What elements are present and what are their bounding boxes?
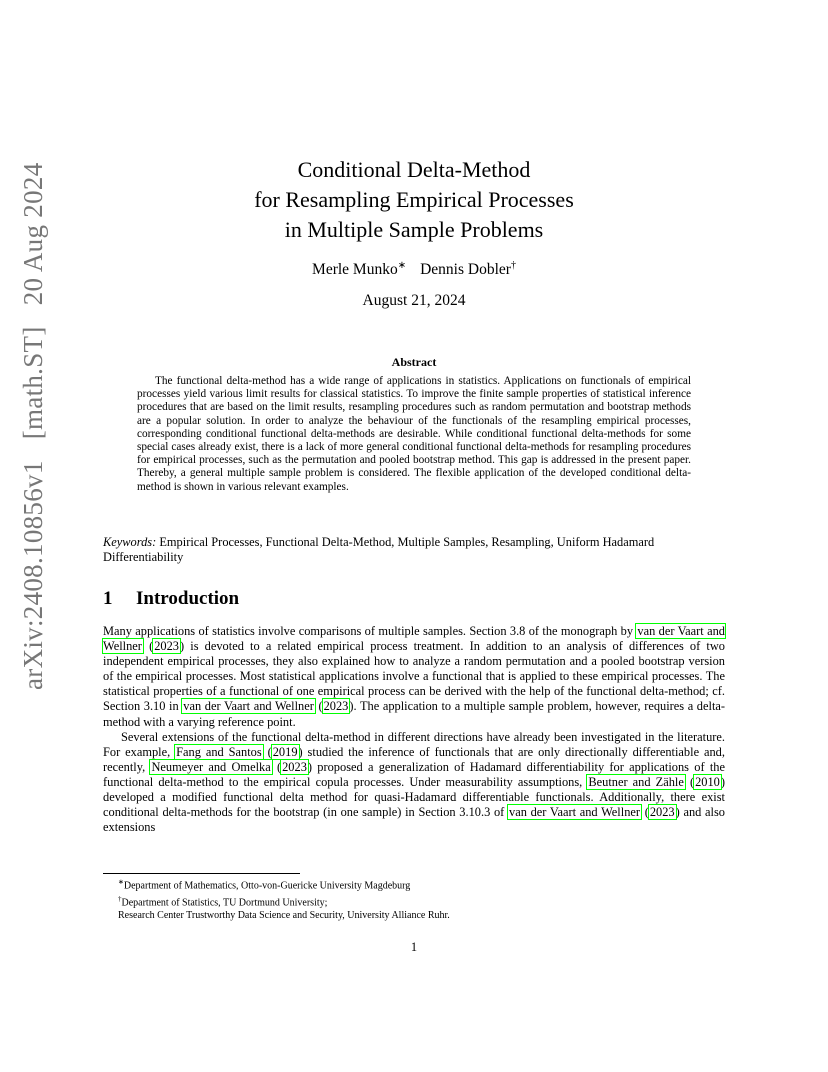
citation-year-link[interactable]: 2023 bbox=[154, 639, 179, 654]
arxiv-category: [math.ST] bbox=[18, 326, 48, 440]
author-name: Dennis Dobler bbox=[420, 261, 511, 279]
footnotes bbox=[118, 876, 718, 923]
keywords-label: Keywords: bbox=[103, 535, 157, 549]
footnote bbox=[118, 909, 718, 922]
text-run: ) and also extensions bbox=[103, 805, 725, 835]
text-run: Several extensions of the functional delta-method in different directions have already been investigated in the literature. For example, bbox=[103, 729, 725, 759]
text-run: ( bbox=[142, 639, 154, 654]
footnote-mark[interactable]: ∗ bbox=[397, 260, 407, 271]
section-number: 1 bbox=[103, 588, 113, 609]
author-list bbox=[200, 260, 628, 279]
keywords-text: Empirical Processes, Functional Delta-Method, Multiple Samples, Resampling, Uniform Hadamard Differentiability bbox=[103, 535, 655, 564]
title-line-3: in Multiple Sample Problems bbox=[284, 217, 544, 242]
paragraph bbox=[103, 730, 725, 836]
title-line-2: for Resampling Empirical Processes bbox=[254, 187, 574, 212]
paper-date: August 21, 2024 bbox=[362, 292, 466, 309]
footnote-text: Department of Statistics, TU Dortmund University; bbox=[121, 897, 328, 909]
arxiv-id[interactable]: arXiv:2408.10856v1 bbox=[18, 460, 48, 690]
section-title: Introduction bbox=[136, 588, 240, 609]
footnote-divider bbox=[103, 873, 300, 874]
text-run: ( bbox=[271, 759, 282, 774]
footnote-text: Department of Mathematics, Otto-von-Guericke University Magdeburg bbox=[123, 880, 411, 892]
text-run: ( bbox=[641, 805, 649, 820]
text-run: ) is devoted to a related empirical process treatment. In addition to an analysis of differences of two independent empirical processes, they also explained how to analyze a random permutation and a pooled bootstrap version of the empirical processes. Most statistical applications involve a functional that is applied to these empirical processes. The statistical properties of a functional of one empirical process can be derived with the help of the functional delta-method; cf. Section 3.10 in bbox=[103, 639, 725, 714]
text-run: ) studied the inference of functionals that are only directionally differentiable and, recently, bbox=[103, 744, 725, 774]
arxiv-date: 20 Aug 2024 bbox=[18, 162, 48, 306]
footnote bbox=[118, 893, 718, 910]
text-run: ( bbox=[684, 774, 695, 789]
footnote-mark: † bbox=[118, 894, 122, 903]
citation-link[interactable]: Fang and Santos bbox=[176, 744, 262, 759]
footnote-text: Research Center Trustworthy Data Science and Security, University Alliance Ruhr. bbox=[118, 910, 450, 922]
footnote bbox=[118, 876, 718, 893]
citation-link[interactable]: van der Vaart and Wellner bbox=[103, 624, 725, 654]
section-heading bbox=[103, 588, 239, 610]
citation-link[interactable]: Neumeyer and Omelka bbox=[151, 759, 271, 774]
page-number: 1 bbox=[410, 940, 418, 954]
footnote-mark: ∗ bbox=[118, 878, 124, 886]
author-name: Merle Munko bbox=[312, 261, 398, 279]
footnote-mark[interactable]: † bbox=[510, 260, 516, 271]
body-text bbox=[103, 624, 725, 835]
keywords bbox=[103, 535, 725, 564]
text-run: ( bbox=[314, 699, 323, 714]
abstract-heading: Abstract bbox=[391, 355, 437, 369]
citation-year-link[interactable]: 2010 bbox=[695, 774, 720, 789]
citation-year-link[interactable]: 2023 bbox=[282, 759, 307, 774]
citation-link[interactable]: van der Vaart and Wellner bbox=[183, 699, 314, 714]
arxiv-stamp bbox=[18, 162, 60, 690]
citation-year-link[interactable]: 2019 bbox=[272, 744, 298, 759]
paper-title bbox=[200, 155, 628, 245]
title-line-1: Conditional Delta-Method bbox=[297, 157, 531, 182]
citation-year-link[interactable]: 2023 bbox=[649, 805, 675, 820]
citation-year-link[interactable]: 2023 bbox=[323, 699, 349, 714]
text-run: ( bbox=[262, 744, 272, 759]
text-run: Many applications of statistics involve comparisons of multiple samples. Section 3.8 of the monograph by bbox=[103, 624, 637, 638]
text-run: ). The application to a multiple sample problem, however, requires a delta-method with a varying reference point. bbox=[103, 699, 726, 729]
text-run: ) proposed a generalization of Hadamard differentiability for applications of the functional delta-method to the empirical copula processes. Under measurability assumptions, bbox=[103, 759, 725, 789]
citation-link[interactable]: Beutner and Zähle bbox=[588, 774, 684, 789]
text-run: ) developed a modified functional delta method for quasi-Hadamard differentiable functionals. Additionally, there exist conditional delta-methods for the bootstrap (in one sample) in Section 3.10.3 of bbox=[103, 774, 725, 820]
abstract-text: The functional delta-method has a wide range of applications in statistics. Applications on functionals of empirical processes yield various limit results for classical statistics. To improve the finite sample properties of statistical inference procedures that are based on the limit results, resampling procedures such as random permutation and bootstrap methods are a popular solution. In order to analyze the behaviour of the functionals of the resampling empirical processes, corresponding conditional functional delta-methods are desirable. While conditional functional delta-methods for some special cases already exist, there is a lack of more general conditional functional delta-methods for resampling procedures for empirical processes, such as the permutation and pooled bootstrap method. This gap is addressed in the present paper. Thereby, a general multiple sample problem is considered. The flexible application of the developed conditional delta-method is shown in various relevant examples. bbox=[137, 375, 691, 493]
citation-link[interactable]: van der Vaart and Wellner bbox=[509, 805, 641, 820]
paragraph bbox=[103, 624, 725, 730]
